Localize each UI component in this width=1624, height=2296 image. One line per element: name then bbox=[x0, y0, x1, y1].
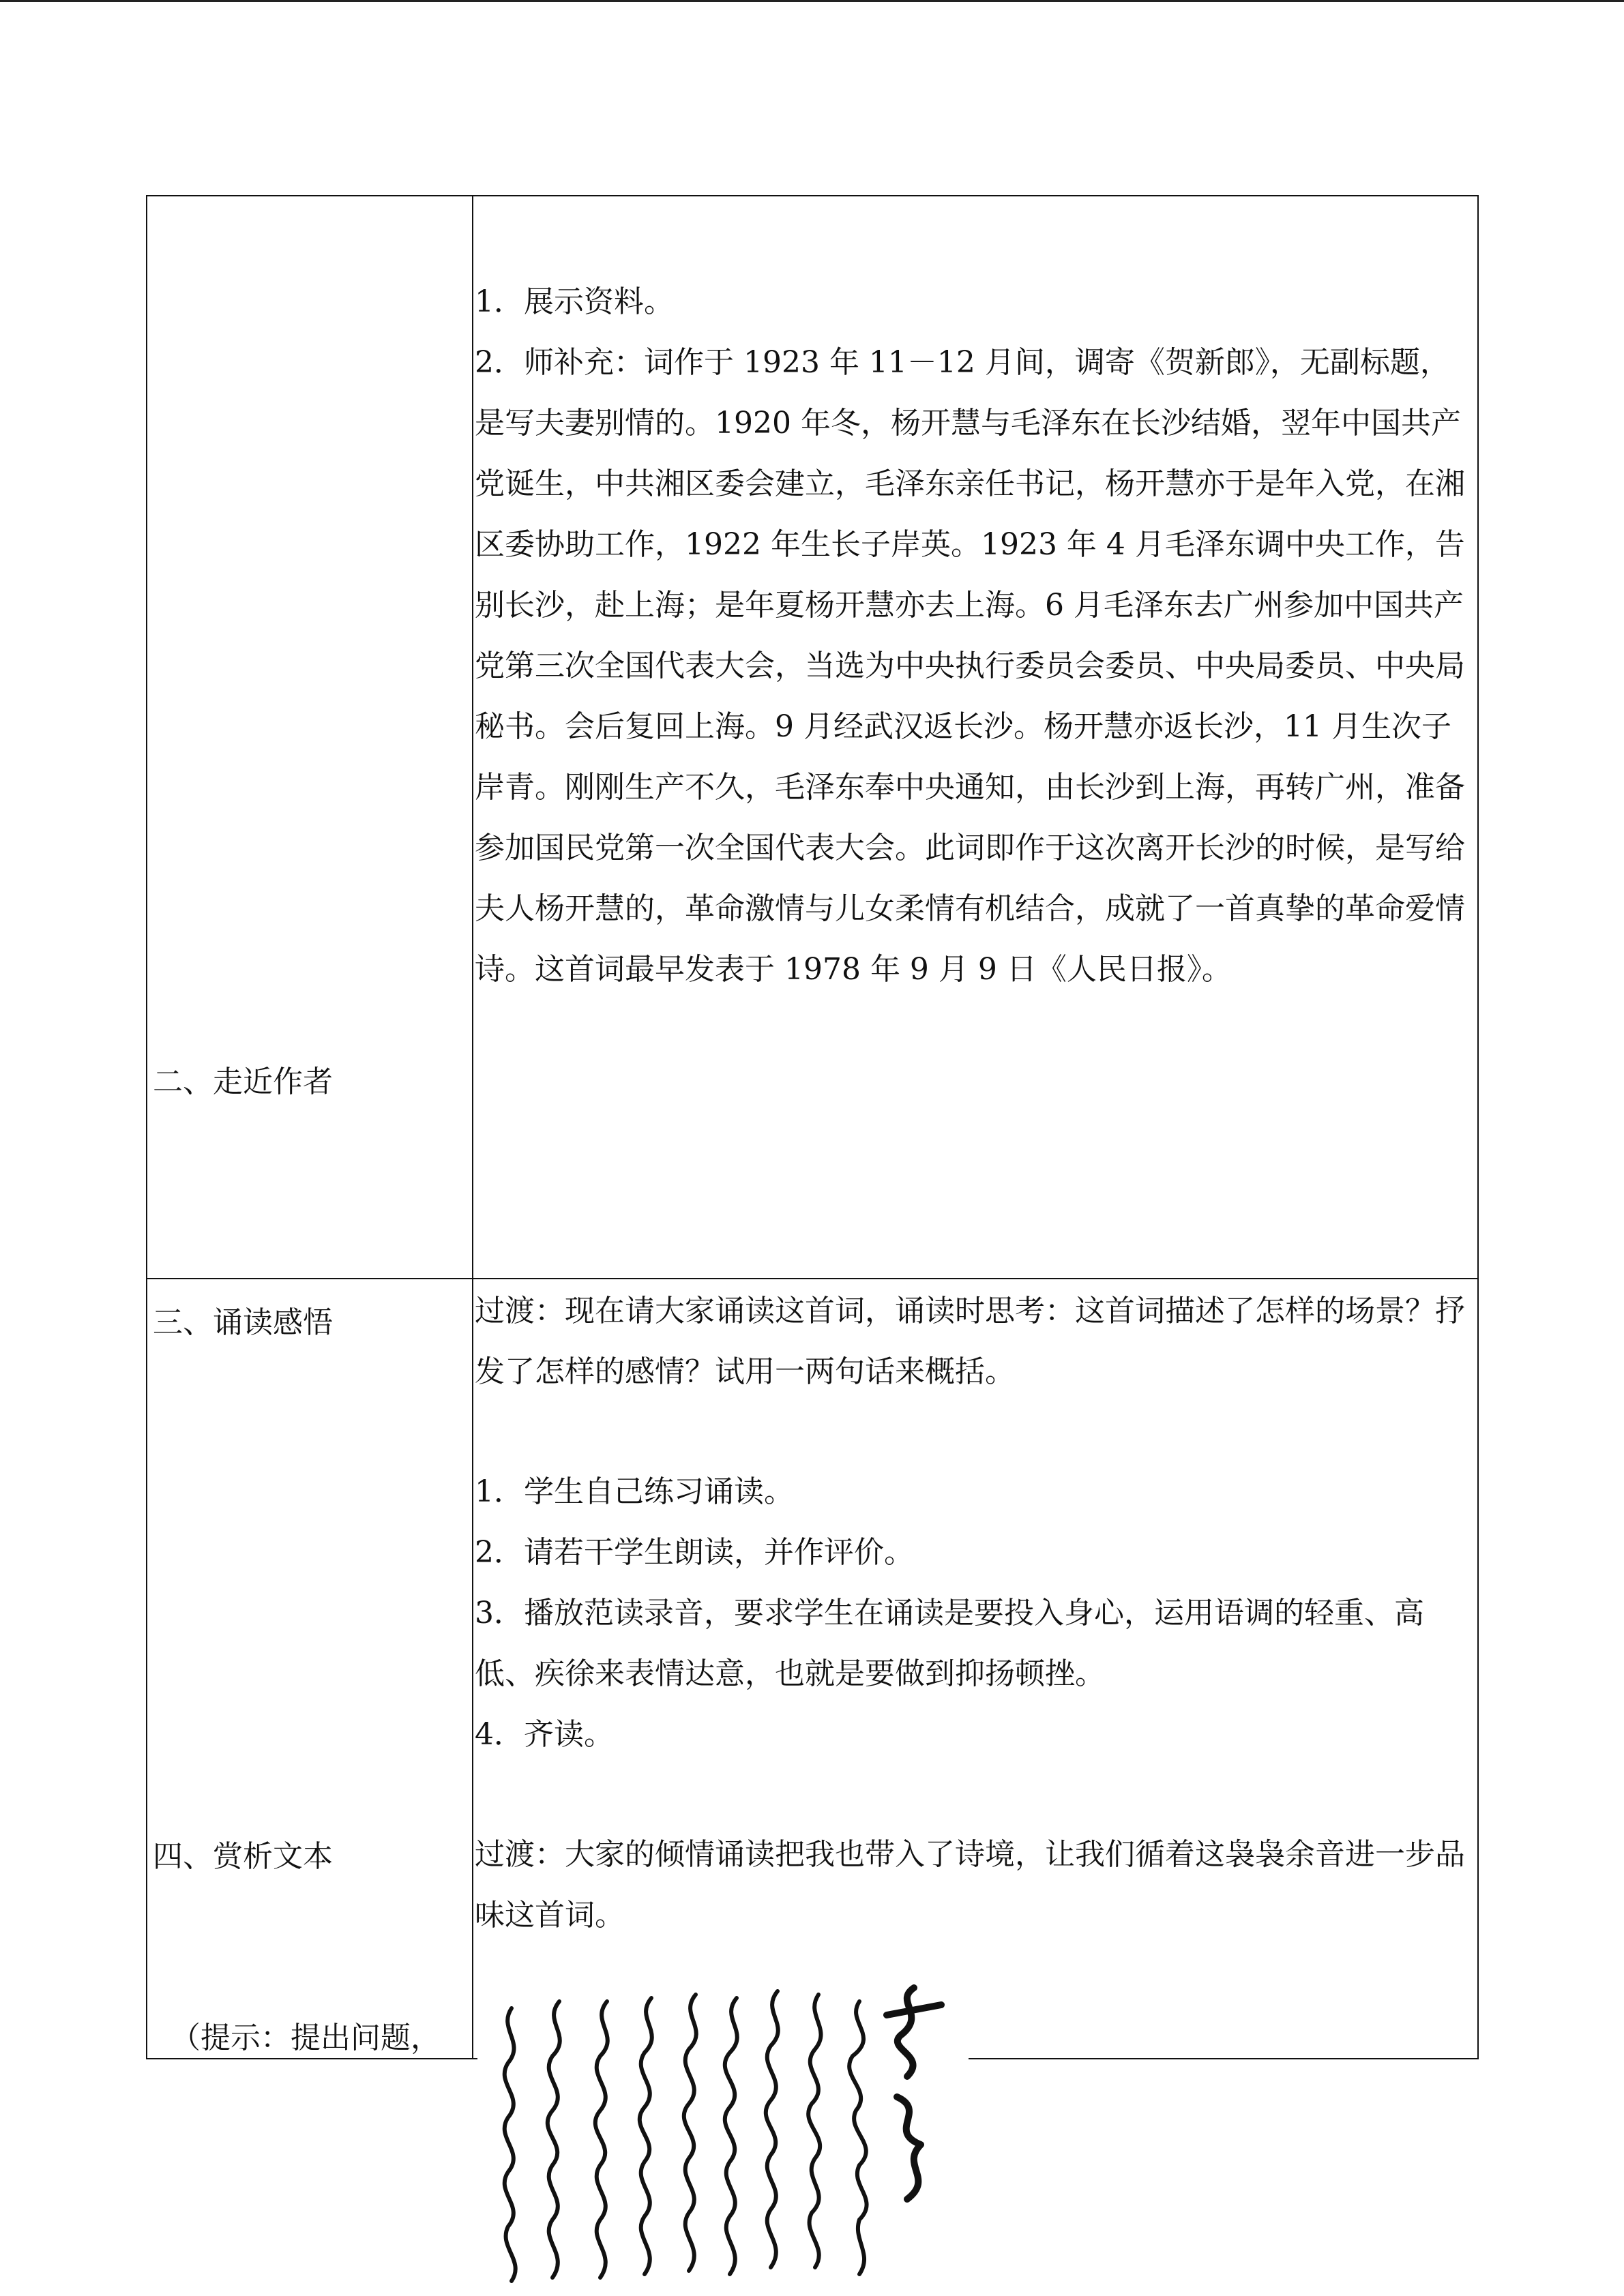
section-hint: （提示：提出问题， bbox=[171, 2021, 441, 2055]
author-item-2: 2．师补充：词作于 1923 年 11－12 月间，调寄《贺新郎》，无副标题，是写夫妻别情的。1920 年冬，杨开慧与毛泽东在长沙结婚，翌年中国共产党诞生，中共湘区委会建立，毛泽东亲任书记，杨开慧亦于是年入党，在湘区委协助工作，1922 年生长子岸英。1923 年 4 月毛泽东调中央工作，告别长沙，赴上海；是年夏杨开慧亦去上海。6 月毛泽东去广州参加中国共产党第三次全国代表大会，当选为中央执行委员会委员、中央局委员、中央局秘书。会后复回上海。9 月经武汉返长沙。杨开慧亦返长沙，11 月生次子岸青。刚刚生产不久，毛泽东奉中央通知，由长沙到上海，再转广州，准备参加国民党第一次全国代表大会。此词即作于这次离开长沙的时候，是写给夫人杨开慧的，革命激情与儿女柔情有机结合，成就了一首真挚的革命爱情诗。这首词最早发表于 1978 年 9 月 9 日《人民日报》。 bbox=[475, 345, 1465, 987]
calligraphy-image bbox=[477, 1974, 969, 2296]
author-content bbox=[475, 271, 1473, 1000]
column-divider bbox=[472, 196, 473, 2058]
recite-step-2: 2．请若干学生朗读，并作评价。 bbox=[475, 1535, 914, 1570]
recite-content bbox=[475, 1281, 1473, 1945]
section-label-author: 二、走近作者 bbox=[153, 1064, 333, 1099]
recite-step-4: 4．齐读。 bbox=[475, 1717, 614, 1752]
row-divider bbox=[147, 1278, 1477, 1279]
author-item-1: 1．展示资料。 bbox=[475, 284, 674, 319]
analyze-transition: 过渡：大家的倾情诵读把我也带入了诗境，让我们循着这袅袅余音进一步品味这首词。 bbox=[475, 1837, 1465, 1933]
page-top-border bbox=[0, 0, 1624, 2]
recite-transition: 过渡：现在请大家诵读这首词，诵读时思考：这首词描述了怎样的场景？抒发了怎样的感情？试用一两句话来概括。 bbox=[475, 1294, 1465, 1389]
section-label-analyze: 四、赏析文本 bbox=[153, 1839, 333, 1874]
section-label-recite: 三、诵读感悟 bbox=[153, 1305, 333, 1340]
recite-step-1: 1．学生自己练习诵读。 bbox=[475, 1474, 794, 1509]
recite-step-3: 3．播放范读录音，要求学生在诵读是要投入身心，运用语调的轻重、高低、疾徐来表情达意，也就是要做到抑扬顿挫。 bbox=[475, 1596, 1424, 1691]
lesson-plan-table bbox=[146, 195, 1479, 2059]
